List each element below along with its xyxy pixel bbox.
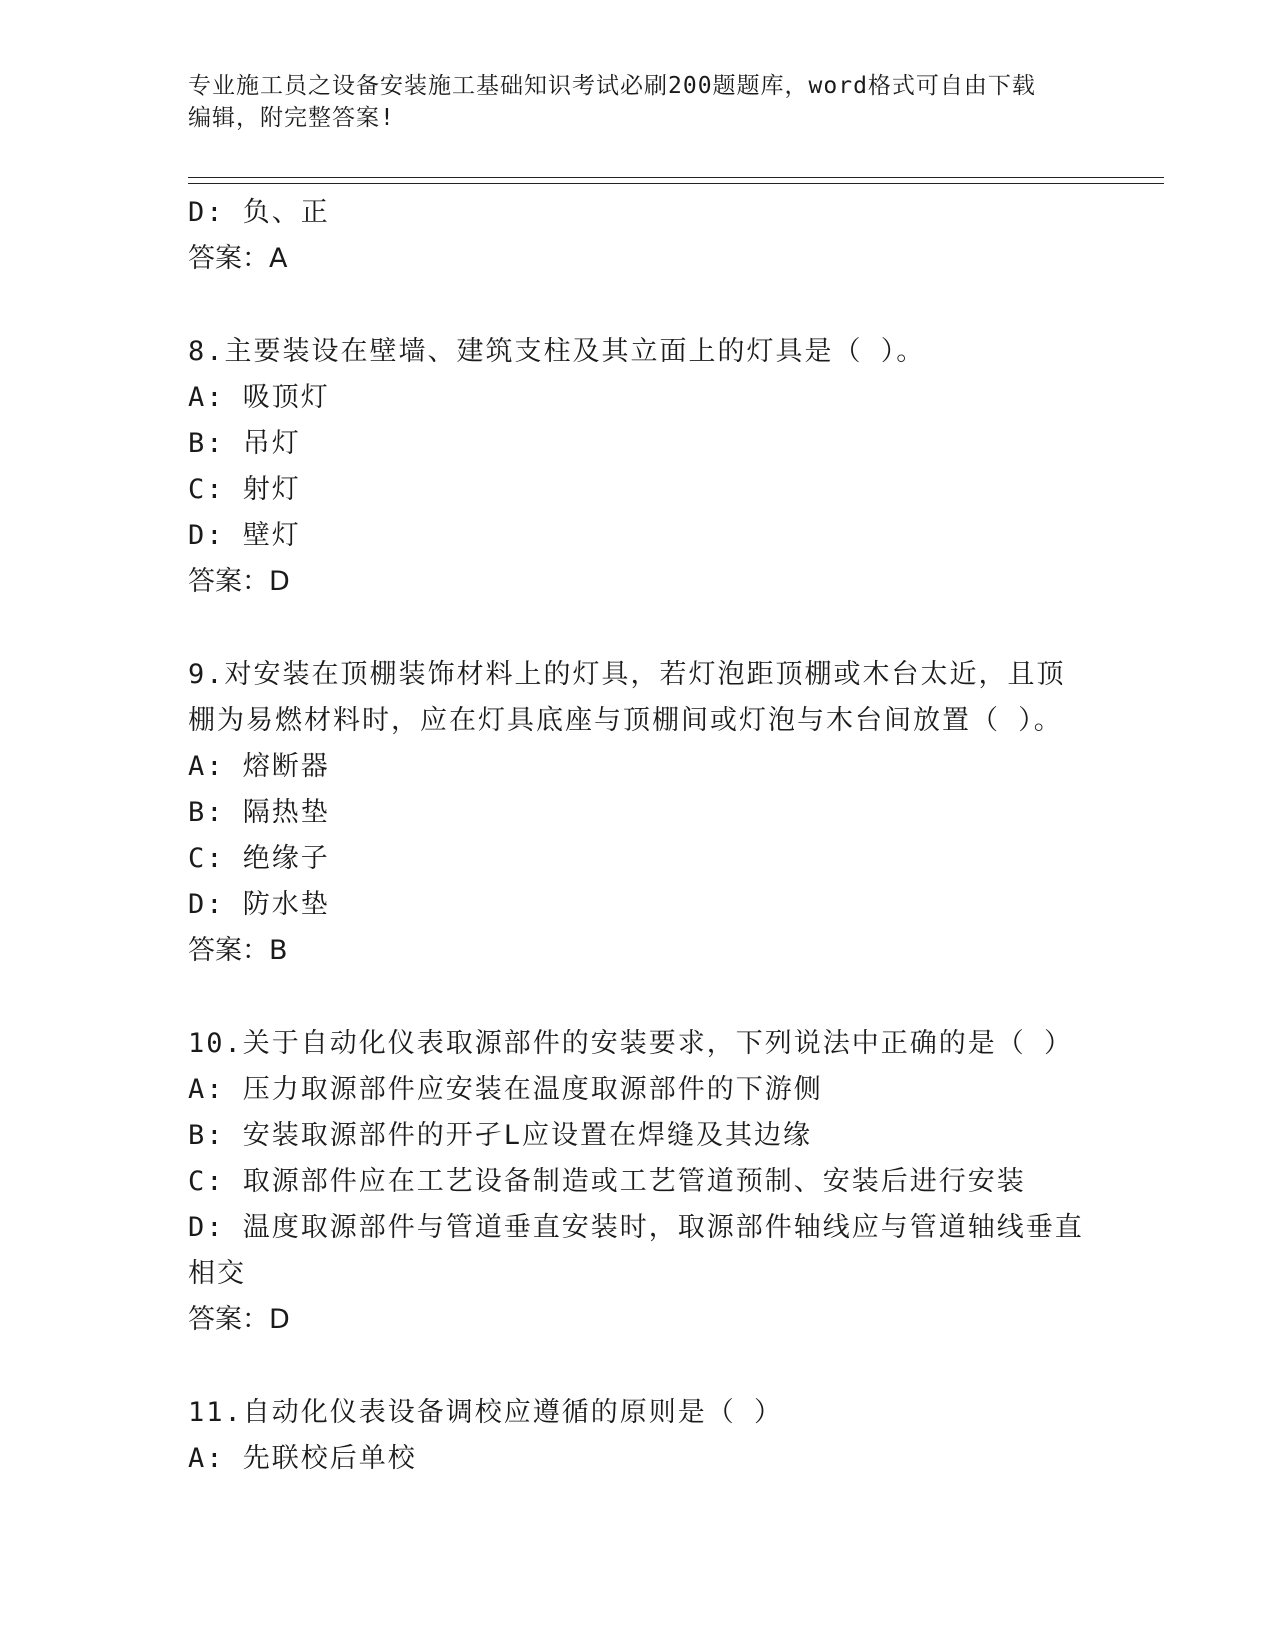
- answer-line: 答案：D: [188, 566, 290, 597]
- spacer: [188, 605, 1088, 652]
- option-c: C: 绝缘子: [188, 843, 330, 874]
- header-rule-bottom: [188, 183, 1164, 184]
- option-b: B: 安装取源部件的开孑L应设置在焊缝及其边缘: [188, 1120, 813, 1151]
- page-header: [188, 70, 1088, 134]
- option-d: D: 防水垫: [188, 889, 330, 920]
- question-text: 8.主要装设在壁墙、建筑支柱及其立面上的灯具是（ ）。: [188, 336, 926, 367]
- question-text-line2: 棚为易燃材料时，应在灯具底座与顶棚间或灯泡与木台间放置（ ）。: [188, 705, 1063, 736]
- option-d-continuation: 相交: [188, 1258, 246, 1289]
- header-rule-top: [188, 177, 1164, 178]
- answer-line: 答案：A: [188, 243, 288, 274]
- option-a: A: 压力取源部件应安装在温度取源部件的下游侧: [188, 1074, 823, 1105]
- answer-line: 答案：B: [188, 935, 288, 966]
- question-11: [188, 1390, 1088, 1482]
- question-8: [188, 329, 1088, 605]
- option-c: C: 取源部件应在工艺设备制造或工艺管道预制、安装后进行安装: [188, 1166, 1026, 1197]
- option-a: A: 熔断器: [188, 751, 330, 782]
- option-a: A: 吸顶灯: [188, 382, 330, 413]
- spacer: [188, 282, 1088, 329]
- question-9: [188, 652, 1088, 974]
- option-d: D: 温度取源部件与管道垂直安装时，取源部件轴线应与管道轴线垂直: [188, 1212, 1084, 1243]
- answer-line: 答案：D: [188, 1304, 290, 1335]
- header-title-line2: 编辑，附完整答案!: [188, 105, 395, 131]
- option-c: C: 射灯: [188, 474, 301, 505]
- question-text: 11.自动化仪表设备调校应遵循的原则是（ ）: [188, 1397, 784, 1428]
- question-10: [188, 1021, 1088, 1343]
- spacer: [188, 974, 1088, 1021]
- option-d: D: 负、正: [188, 197, 330, 228]
- question-text: 10.关于自动化仪表取源部件的安装要求，下列说法中正确的是（ ）: [188, 1028, 1074, 1059]
- question-text-line1: 9.对安装在顶棚装饰材料上的灯具，若灯泡距顶棚或木台太近，且顶: [188, 659, 1066, 690]
- option-b: B: 隔热垫: [188, 797, 330, 828]
- option-b: B: 吊灯: [188, 428, 301, 459]
- header-title-line1: 专业施工员之设备安装施工基础知识考试必刷200题题库，word格式可自由下载: [188, 73, 1036, 99]
- document-body: [188, 190, 1088, 1482]
- option-a: A: 先联校后单校: [188, 1443, 417, 1474]
- option-d: D: 壁灯: [188, 520, 301, 551]
- spacer: [188, 1343, 1088, 1390]
